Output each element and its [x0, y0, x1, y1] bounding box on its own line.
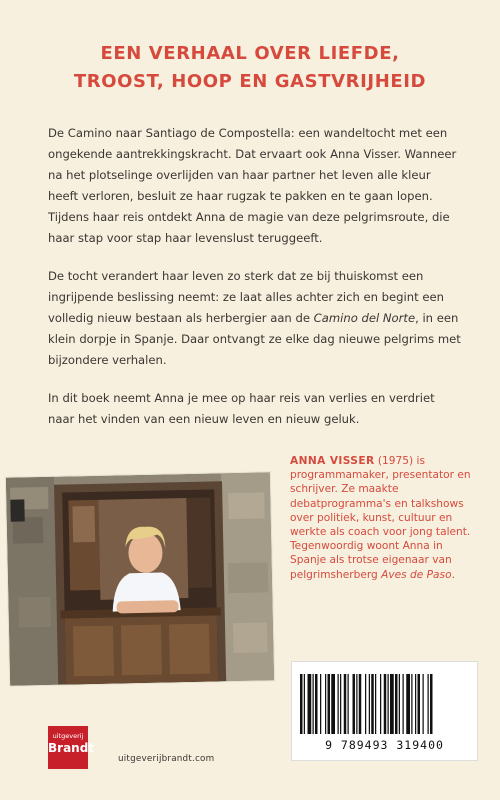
barcode-bar	[356, 674, 357, 734]
barcode-bar	[380, 674, 381, 734]
blurb-paragraph-1: De Camino naar Santiago de Compostella: een wandeltocht met een ongekende aantrekkingskracht. Dat ervaart ook Anna Visser. Wanneer na het plotselinge overlijden van haar partner het leven alle kleur heeft verloren, besluit ze haar rugzak te pakken en te gaan lopen. Tijdens haar reis ontdekt Anna de magie van deze pelgrimsroute, die haar stap voor stap haar levenslust teruggeeft.	[48, 126, 457, 245]
back-cover-headline	[0, 40, 500, 96]
barcode-bar	[344, 674, 347, 734]
barcode-bar	[403, 674, 404, 734]
isbn-barcode	[291, 661, 478, 761]
barcode-bar	[388, 674, 389, 734]
publisher-logo	[48, 726, 95, 769]
headline-line-1: EEN VERHAAL OVER LIEFDE,	[100, 43, 400, 64]
barcode-bar	[384, 674, 387, 734]
blurb-p2-route: Camino del Norte	[313, 311, 416, 325]
blurb-paragraph-2	[48, 266, 463, 371]
barcode-bar	[418, 674, 421, 734]
hostel-name: Aves de Paso	[381, 568, 452, 581]
barcode-bar	[415, 674, 416, 734]
publisher-url: uitgeverijbrandt.com	[118, 754, 215, 764]
barcode-bar	[331, 674, 335, 734]
barcode-bar	[304, 674, 305, 734]
barcode-bar	[399, 674, 400, 734]
barcode-bar	[430, 674, 433, 734]
barcode-bar	[365, 674, 366, 734]
barcode-bar	[423, 674, 424, 734]
barcode-bar	[300, 674, 303, 734]
barcode-bars	[292, 662, 477, 742]
barcode-bar	[395, 674, 398, 734]
barcode-bar	[338, 674, 339, 734]
barcode-bar	[315, 674, 318, 734]
author-photo-illustration	[6, 472, 274, 685]
barcode-bar	[359, 674, 362, 734]
barcode-bar	[328, 674, 331, 734]
author-bio-text: (1975) is programmamaker, presentator en schrijver. Ze maakte debatprogramma's en talkshows over politiek, kunst, cultuur en werkte als coach voor jong talent. Tegenwoordig woont Anna in Spanje als trotse eigenaar van pelgrimsherberg	[290, 455, 471, 581]
barcode-bar	[308, 674, 312, 734]
barcode-bar	[313, 674, 314, 734]
barcode-bar	[348, 674, 349, 734]
author-name: ANNA VISSER	[290, 455, 375, 467]
isbn-number: 9 789493 319400	[325, 738, 444, 752]
blurb	[48, 123, 463, 447]
author-bio	[290, 454, 480, 582]
barcode-bar	[369, 674, 370, 734]
barcode-bar	[371, 674, 374, 734]
barcode-bar	[320, 674, 321, 734]
publisher-logo-brand: Brandt	[48, 741, 95, 755]
author-photo	[6, 472, 274, 685]
barcode-bar	[406, 674, 410, 734]
barcode-bar	[411, 674, 412, 734]
author-bio-end: .	[451, 568, 455, 581]
blurb-paragraph-3: In dit boek neemt Anna je mee op haar reis van verlies en verdriet naar het vinden van een nieuw leven en nieuw geluk.	[48, 391, 435, 426]
barcode-bar	[375, 674, 376, 734]
barcode-bar	[428, 674, 429, 734]
barcode-bar	[325, 674, 326, 734]
barcode-bar	[390, 674, 394, 734]
blurb-p2-start: De tocht verandert haar leven zo sterk dat ze bij thuiskomst een ingrijpende beslissing neemt: ze laat alles achter zich en begint een volledig nieuw bestaan als herbergier aan de	[48, 269, 444, 325]
barcode-bar	[340, 674, 341, 734]
blurb-p2-end: , in een klein dorpje in Spanje. Daar ontvangt ze elke dag nieuwe pelgrims met bijzondere verhalen.	[48, 311, 461, 367]
publisher-logo-top: uitgeverij	[52, 732, 84, 740]
barcode-bar	[353, 674, 356, 734]
headline-line-2: TROOST, HOOP EN GASTVRIJHEID	[73, 71, 427, 92]
